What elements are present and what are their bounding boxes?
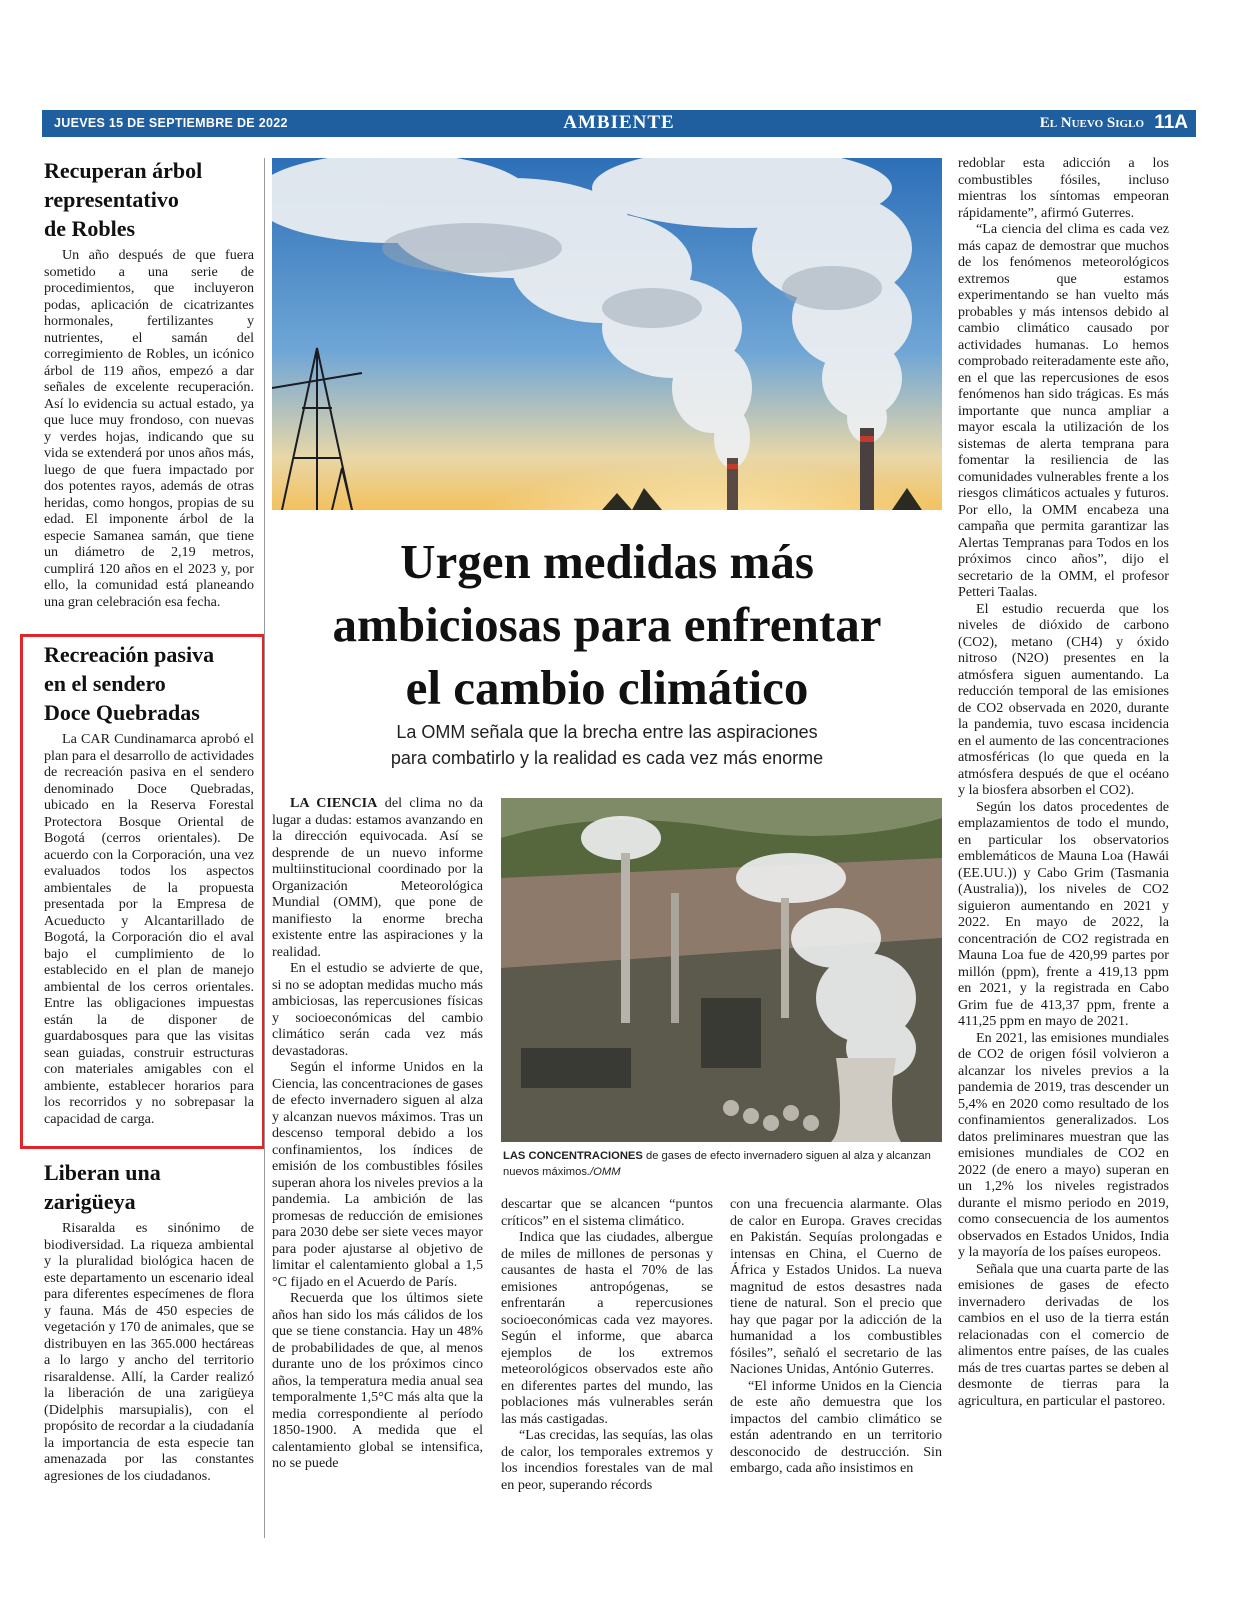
sidebar-story-doce-quebradas bbox=[44, 640, 254, 1127]
section-title: AMBIENTE bbox=[563, 112, 675, 133]
article-paragraph: Indica que las ciudades, albergue de miles de millones de personas y causantes de hasta el 70% de las emisiones antropógenas, se enfrentarán a repercusiones socioeconómicas cada vez mayores. Según el informe, que abarca ejemplos de los extremos meteorológicos observados este año en diferentes partes del mundo, las poblaciones más vulnerables serán las más castigadas. bbox=[501, 1229, 713, 1427]
story-body: Risaralda es sinónimo de biodiversidad. La riqueza ambiental y la pluralidad biológica hacen de este departamento un escenario ideal para diferentes especímenes de flora y fauna. Más de 450 especies de vegetación y 170 de animales, que se distribuyen en las 365.000 hectáreas a lo largo y ancho del territorio risaraldense. Allí, la Carder realizó la liberación de una zarigüeya (Didelphis marsupialis), con el propósito de recordar a la ciudadanía la importancia de esta especie tan amenazada por las constantes agresiones de los ciudadanos. bbox=[44, 1220, 254, 1484]
smokestacks-photo bbox=[272, 158, 942, 510]
article-paragraph: “Las crecidas, las sequías, las olas de calor, los temporales extremos y los incendios forestales van de mal en peor, superando récords bbox=[501, 1427, 713, 1493]
power-plant-photo bbox=[501, 798, 942, 1142]
story-title: Recuperan árbol representativo de Robles bbox=[44, 158, 203, 241]
power-plant-illustration bbox=[501, 798, 942, 1142]
sidebar-story-robles bbox=[44, 156, 254, 610]
column-divider bbox=[264, 158, 265, 1538]
article-paragraph: redoblar esta adicción a los combustibles fósiles, incluso mientras los síntomas empeoran rápidamente”, afirmó Guterres. bbox=[958, 155, 1169, 221]
article-paragraph: con una frecuencia alarmante. Olas de calor en Europa. Graves crecidas en Pakistán. Sequías prolongadas e intensas en China, el Cuerno de África y Estados Unidos. La nueva magnitud de estos desastres nada tiene de natural. Son el precio que hay que pagar por la adicción de la humanidad a los combustibles fósiles”, señaló el secretario de las Naciones Unidas, António Guterres. bbox=[730, 1196, 942, 1377]
page-number: 11A bbox=[1154, 112, 1188, 133]
photo-credit: ./OMM bbox=[586, 1166, 621, 1178]
article-paragraph: Recuerda que los últimos siete años han sido los más cálidos de los que se tiene constancia. Hay un 48% de probabilidades de que, al menos durante uno de los próximos cinco años, la temperatura media anual sea temporalmente 1,5°C más alta que la media correspondiente al período 1850-1900. A medida que el calentamiento global se intensifica, no se puede bbox=[272, 1290, 483, 1471]
story-title: Recreación pasiva en el sendero Doce Quebradas bbox=[44, 642, 215, 725]
article-paragraph: Según los datos procedentes de emplazamientos de todo el mundo, en particular los observatorios emblemáticos de Mauna Loa (Hawái (EE.UU.)) y Cabo Grim (Tasmania (Australia)), los niveles de CO2 siguieron aumentando en 2021 y 2022. En mayo de 2022, la concentración de CO2 registrada en Mauna Loa fue de 420,99 partes por millón (ppm), frente a 419,13 ppm en 2021, y la registrada en Cabo Grim fue de 413,37 ppm, frente a 411,25 ppm en mayo de 2021. bbox=[958, 798, 1169, 1029]
article-column-4 bbox=[958, 155, 1169, 1409]
page-header bbox=[42, 110, 1196, 137]
photo-caption: LAS CONCENTRACIONES de gases de efecto invernadero siguen al alza y alcanzan nuevos máximos./OMM bbox=[503, 1150, 931, 1178]
article-lead-in: LA CIENCIA bbox=[290, 795, 378, 811]
story-body: Un año después de que fuera sometido a una serie de procedimientos, que incluyeron podas, aplicación de cicatrizantes hormonales, fertilizantes y nutrientes, el samán del corregimiento de Robles, un icónico árbol de 119 años, empezó a dar señales de excelente recuperación. Así lo evidencia su actual estado, ya que luce muy frondoso, con nuevas y verdes hojas, indicando que su vida se extenderá por unos años más, luego de que fuera impactado por dos potentes rayos, además de otras heridas, como hongos, propias de su edad. El imponente árbol de la especie Samanea samán, que tiene un diámetro de 2,19 metros, cumplirá 120 años en el 2023 y, por ello, la comunidad está planeando una gran celebración esa fecha. bbox=[44, 247, 254, 610]
subheadline: La OMM señala que la brecha entre las aspiraciones para combatirlo y la realidad es cada vez más enorme bbox=[390, 722, 824, 768]
article-column-2 bbox=[501, 1196, 713, 1493]
sky-smoke-illustration bbox=[272, 158, 942, 510]
article-paragraph: “El informe Unidos en la Ciencia de este año demuestra que los impactos del cambio climático se están adentrando en un territorio desconocido de destrucción. Sin embargo, cada año insistimos en bbox=[730, 1377, 942, 1476]
article-paragraph: En 2021, las emisiones mundiales de CO2 de origen fósil volvieron a alcanzar los niveles previos a la pandemia de 2019, tras descender un 5,4% en 2020 como resultado de los confinamientos generalizados. Los datos preliminares muestran que las emisiones mundiales de CO2 en 2022 (de enero a mayo) superan en un 1,2% los niveles registrados durante el mismo periodo en 2019, como consecuencia de los aumentos observados en Estados Unidos, India y la mayoría de los países europeos. bbox=[958, 1029, 1169, 1260]
article-paragraph: En el estudio se advierte de que, si no se adoptan medidas mucho más ambiciosas, las repercusiones físicas y socioeconómicas del cambio climático serán cada vez más devastadoras. bbox=[272, 960, 483, 1059]
article-paragraph: LA CIENCIA del clima no da lugar a dudas: estamos avanzando en la dirección equivocada. Así se desprende de un nuevo informe multiinstitucional coordinado por la Organización Meteorológica Mundial (OMM), que pone de manifiesto la enorme brecha existente entre las aspiraciones y la realidad. bbox=[272, 795, 484, 960]
article-paragraph: descartar que se alcancen “puntos críticos” en el sistema climático. bbox=[501, 1196, 713, 1229]
newspaper-brand: El Nuevo Siglo bbox=[1039, 115, 1144, 131]
story-body: La CAR Cundinamarca aprobó el plan para el desarrollo de actividades de recreación pasiva en el sendero denominado Doce Quebradas, ubicado en la Reserva Forestal Protectora Bosque Oriental de Bogotá (cerros orientales). De acuerdo con la Corporación, una vez evaluados todos los aspectos ambientales de la propuesta presentada por la Empresa de Acueducto y Alcantarillado de Bogotá, la Corporación dio el aval bajo el cumplimiento de lo establecido en el plan de manejo ambiental de los cerros orientales. Entre las obligaciones impuestas están la de disponer de guardabosques para que las visitas sean guiadas, construir estructuras con materiales amigables con el ambiente, establecer horarios para los recorridos y no sobrepasar la capacidad de carga. bbox=[44, 731, 254, 1127]
article-paragraph: Señala que una cuarta parte de las emisiones de gases de efecto invernadero derivadas de los cambios en el uso de la tierra están relacionadas con el comercio de alimentos entre países, de las cuales más de tres cuartas partes se deben al desmonte de tierras para la agricultura, en particular el pastoreo. bbox=[958, 1260, 1169, 1409]
main-headline: Urgen medidas más ambiciosas para enfrentar el cambio climático bbox=[332, 534, 882, 715]
story-title: Liberan una zarigüeya bbox=[44, 1160, 161, 1214]
sidebar-story-zarigueya bbox=[44, 1158, 254, 1484]
article-column-1 bbox=[272, 795, 483, 1472]
issue-date: JUEVES 15 DE SEPTIEMBRE DE 2022 bbox=[54, 116, 288, 130]
article-column-3 bbox=[730, 1196, 942, 1477]
caption-lead-in: LAS CONCENTRACIONES bbox=[503, 1150, 643, 1162]
article-paragraph: El estudio recuerda que los niveles de dióxido de carbono (CO2), metano (CH4) y óxido nitroso (N2O) presentes en la atmósfera siguen aumentando. La reducción temporal de las emisiones de CO2 observada en 2020, durante la pandemia, tuvo escasa incidencia en el aumento de las concentraciones atmosféricas (lo que queda en la atmósfera después de que el océano y la biosfera absorben el CO2). bbox=[958, 600, 1169, 798]
article-paragraph: “La ciencia del clima es cada vez más capaz de demostrar que muchos de los fenómenos meteorológicos extremos que estamos experimentando se han vuelto más probables y más intensos debido al cambio climático causado por actividades humanas. Lo hemos comprobado reiteradamente este año, en el que las repercusiones de esos fenómenos han sido trágicas. Es más importante que nunca ampliar a mayor escala la utilización de los sistemas de alerta temprana para fomentar la resiliencia de las comunidades vulnerables frente a los riesgos climáticos actuales y futuros. Por ello, la OMM encabeza una campaña que permita garantizar las Alertas Tempranas para Todos en los próximos cinco años”, dijo el secretario de la OMM, el profesor Petteri Taalas. bbox=[958, 221, 1169, 600]
article-paragraph: Según el informe Unidos en la Ciencia, las concentraciones de gases de efecto invernadero siguen al alza y alcanzan nuevos máximos. Tras un descenso temporal debido a los confinamientos, los índices de emisión de los combustibles fósiles superan ahora los niveles previos a la pandemia. La ambición de las promesas de reducción de emisiones para 2030 debe ser siete veces mayor para poder ajustarse al objetivo de limitar el calentamiento global a 1,5 °C fijado en el Acuerdo de París. bbox=[272, 1059, 483, 1290]
